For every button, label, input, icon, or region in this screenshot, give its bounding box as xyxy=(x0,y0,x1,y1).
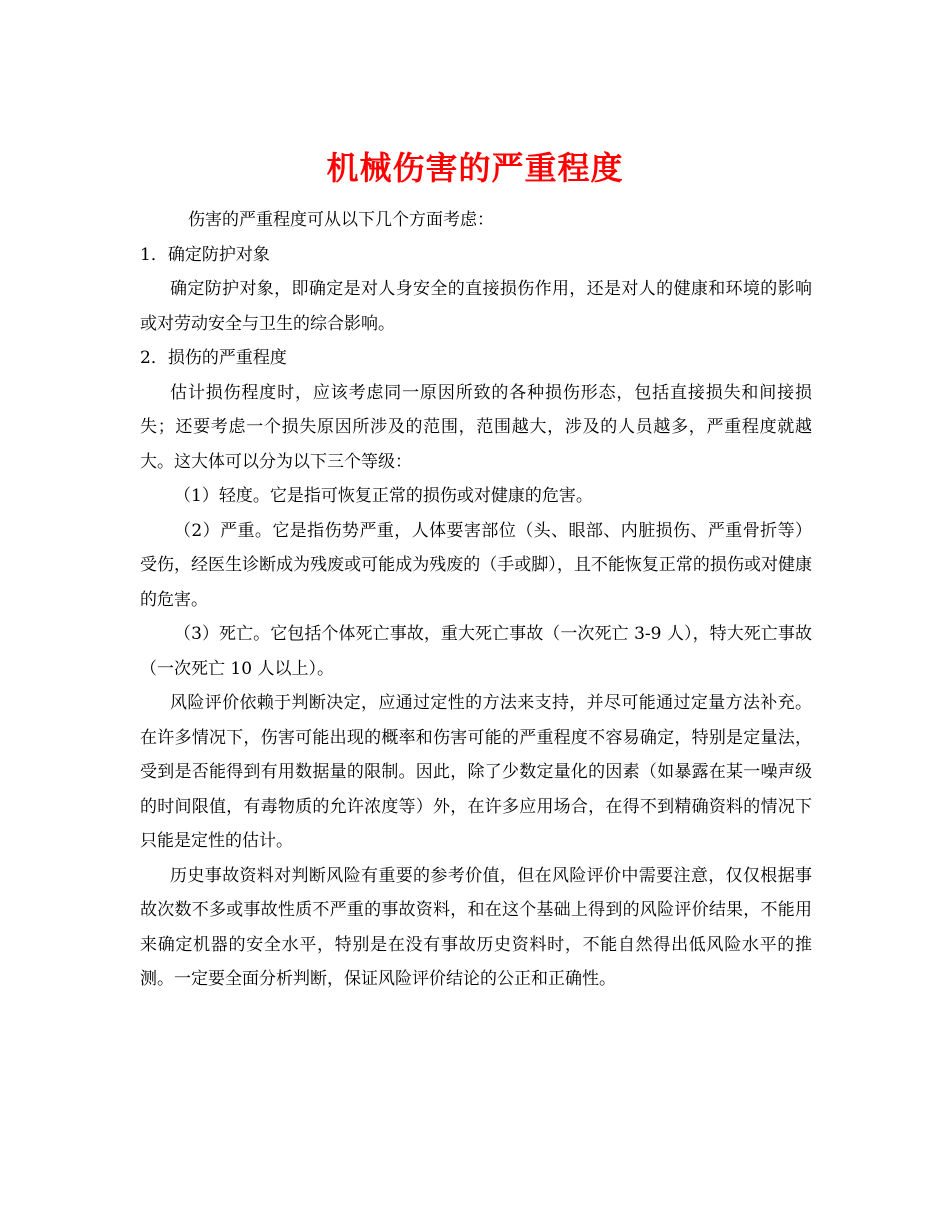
closing-paragraph-2: 历史事故资料对判断风险有重要的参考价值，但在风险评价中需要注意，仅仅根据事故次数不多或事故性质不严重的事故资料，和在这个基础上得到的风险评价结果，不能用来确定机器的安全水平，特别是在没有事故历史资料时，不能自然得出低风险水平的推测。一定要全面分析判断，保证风险评价结论的公正和正确性。 xyxy=(140,865,812,989)
closing-paragraph-1: 风险评价依赖于判断决定，应通过定性的方法来支持，并尽可能通过定量方法补充。在许多情况下，伤害可能出现的概率和伤害可能的严重程度不容易确定，特别是定量法，受到是否能得到有用数据量的限制。因此，除了少数定量化的因素（如暴露在某一噪声级的时间限值，有毒物质的允许浓度等）外，在许多应用场合，在得不到精确资料的情况下只能是定性的估计。 xyxy=(140,693,812,851)
section-heading-2: 2．损伤的严重程度 xyxy=(140,348,287,368)
section-1-paragraph: 确定防护对象，即确定是对人身安全的直接损伤作用，还是对人的健康和环境的影响或对劳动安全与卫生的综合影响。 xyxy=(140,279,812,334)
severity-item-mild: （1）轻度。它是指可恢复正常的损伤或对健康的危害。 xyxy=(174,486,593,506)
section-2-paragraph: 估计损伤程度时，应该考虑同一原因所致的各种损伤形态，包括直接损失和间接损失；还要考虑一个损失原因所涉及的范围，范围越大，涉及的人员越多，严重程度就越大。这大体可以分为以下三个等级： xyxy=(140,382,812,472)
document-title: 机械伤害的严重程度 xyxy=(326,149,624,188)
document-body xyxy=(140,203,812,997)
section-heading-1: 1．确定防护对象 xyxy=(140,244,270,265)
severity-item-serious: （2）严重。它是指伤势严重，人体要害部位（头、眼部、内脏损伤、严重骨折等）受伤，经医生诊断成为残废或可能成为残废的（手或脚），且不能恢复正常的损伤或对健康的危害。 xyxy=(140,520,812,610)
severity-item-death: （3）死亡。它包括个体死亡事故，重大死亡事故（一次死亡 3-9 人），特大死亡事故（一次死亡 10 人以上）。 xyxy=(140,624,812,679)
intro-paragraph: 伤害的严重程度可从以下几个方面考虑： xyxy=(188,210,494,230)
